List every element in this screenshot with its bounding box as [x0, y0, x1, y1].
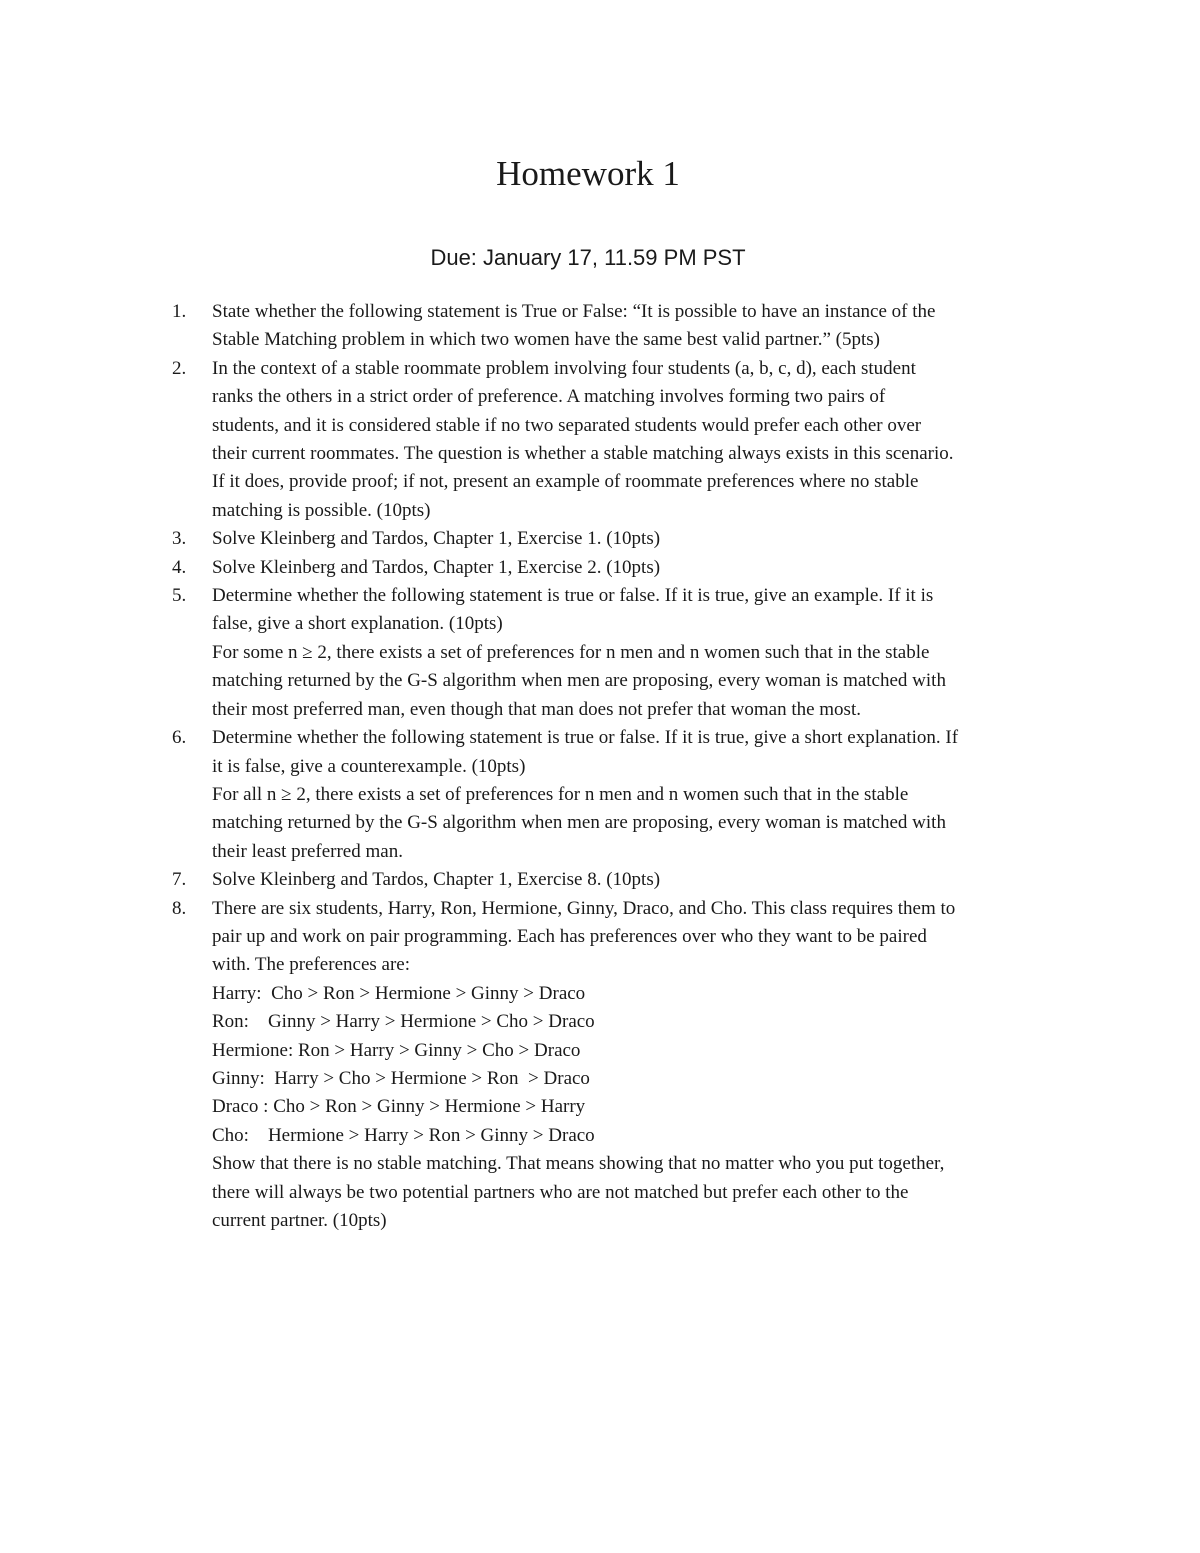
preference-line: Ginny: Harry > Cho > Hermione > Ron > Draco	[212, 1067, 590, 1089]
question-number: 6.	[172, 727, 187, 749]
text-line: For some n ≥ 2, there exists a set of preferences for n men and n women such that in the stable	[212, 641, 930, 663]
question-text	[212, 582, 958, 724]
question-text	[212, 355, 958, 525]
text-line: false, give a short explanation. (10pts)	[212, 613, 503, 635]
text-line: Determine whether the following statement is true or false. If it is true, give an example. If it is	[212, 585, 934, 607]
question-number: 5.	[172, 585, 187, 607]
text-line: For all n ≥ 2, there exists a set of preferences for n men and n women such that in the stable	[212, 783, 909, 805]
question-number: 8.	[172, 897, 187, 919]
question-text	[212, 866, 958, 894]
text-line: matching returned by the G-S algorithm when men are proposing, every woman is matched with	[212, 812, 946, 834]
text-line: Solve Kleinberg and Tardos, Chapter 1, Exercise 8. (10pts)	[212, 869, 661, 891]
text-line: pair up and work on pair programming. Each has preferences over who they want to be paired	[212, 925, 927, 947]
text-line: Determine whether the following statement is true or false. If it is true, give a short explanation. If	[212, 727, 959, 749]
text-line: ranks the others in a strict order of preference. A matching involves forming two pairs of	[212, 386, 886, 408]
preference-line: Harry: Cho > Ron > Hermione > Ginny > Draco	[212, 982, 586, 1004]
text-line: There are six students, Harry, Ron, Hermione, Ginny, Draco, and Cho. This class requires them to	[212, 897, 956, 919]
preference-line: Ron: Ginny > Harry > Hermione > Cho > Draco	[212, 1011, 595, 1033]
question-item	[0, 298, 958, 355]
text-line: their current roommates. The question is whether a stable matching always exists in this scenario.	[212, 443, 954, 465]
preference-line: Cho: Hermione > Harry > Ron > Ginny > Draco	[212, 1124, 595, 1146]
text-line: Solve Kleinberg and Tardos, Chapter 1, Exercise 2. (10pts)	[212, 556, 661, 578]
question-number: 2.	[172, 357, 187, 379]
question-text	[212, 895, 958, 1236]
question-text	[212, 554, 958, 582]
text-line: current partner. (10pts)	[212, 1210, 387, 1231]
question-number: 1.	[172, 301, 187, 322]
question-item	[0, 866, 958, 894]
question-item	[0, 582, 958, 724]
document-title: Homework 1	[496, 154, 680, 193]
question-text	[212, 724, 958, 866]
question-text	[212, 525, 958, 553]
text-line: their most preferred man, even though that man does not prefer that woman the most.	[212, 698, 861, 720]
text-line: there will always be two potential partners who are not matched but prefer each other to the	[212, 1181, 909, 1203]
text-line: Solve Kleinberg and Tardos, Chapter 1, Exercise 1. (10pts)	[212, 528, 661, 550]
text-line: their least preferred man.	[212, 840, 403, 862]
question-item	[0, 895, 958, 1236]
text-line: State whether the following statement is True or False: “It is possible to have an instance of the	[212, 301, 936, 322]
text-line: with. The preferences are:	[212, 954, 410, 976]
preference-line: Hermione: Ron > Harry > Ginny > Cho > Draco	[212, 1039, 581, 1061]
text-line: Show that there is no stable matching. That means showing that no matter who you put together,	[212, 1153, 945, 1175]
question-list	[0, 298, 958, 1235]
question-item	[0, 724, 958, 866]
text-line: matching is possible. (10pts)	[212, 499, 431, 521]
text-line: matching returned by the G-S algorithm when men are proposing, every woman is matched with	[212, 670, 946, 692]
question-number: 7.	[172, 869, 187, 891]
question-item	[0, 554, 958, 582]
due-date: Due: January 17, 11.59 PM PST	[430, 245, 746, 270]
question-item	[0, 525, 958, 553]
question-number: 3.	[172, 528, 187, 550]
text-line: it is false, give a counterexample. (10pts)	[212, 755, 526, 777]
question-number: 4.	[172, 556, 187, 578]
preference-line: Draco : Cho > Ron > Ginny > Hermione > Harry	[212, 1096, 586, 1118]
text-line: students, and it is considered stable if no two separated students would prefer each other over	[212, 414, 922, 436]
text-line: Stable Matching problem in which two women have the same best valid partner.” (5pts)	[212, 329, 880, 351]
text-line: In the context of a stable roommate problem involving four students (a, b, c, d), each student	[212, 357, 916, 379]
text-line: If it does, provide proof; if not, present an example of roommate preferences where no stable	[212, 471, 919, 493]
question-item	[0, 355, 958, 525]
question-text	[212, 298, 958, 355]
